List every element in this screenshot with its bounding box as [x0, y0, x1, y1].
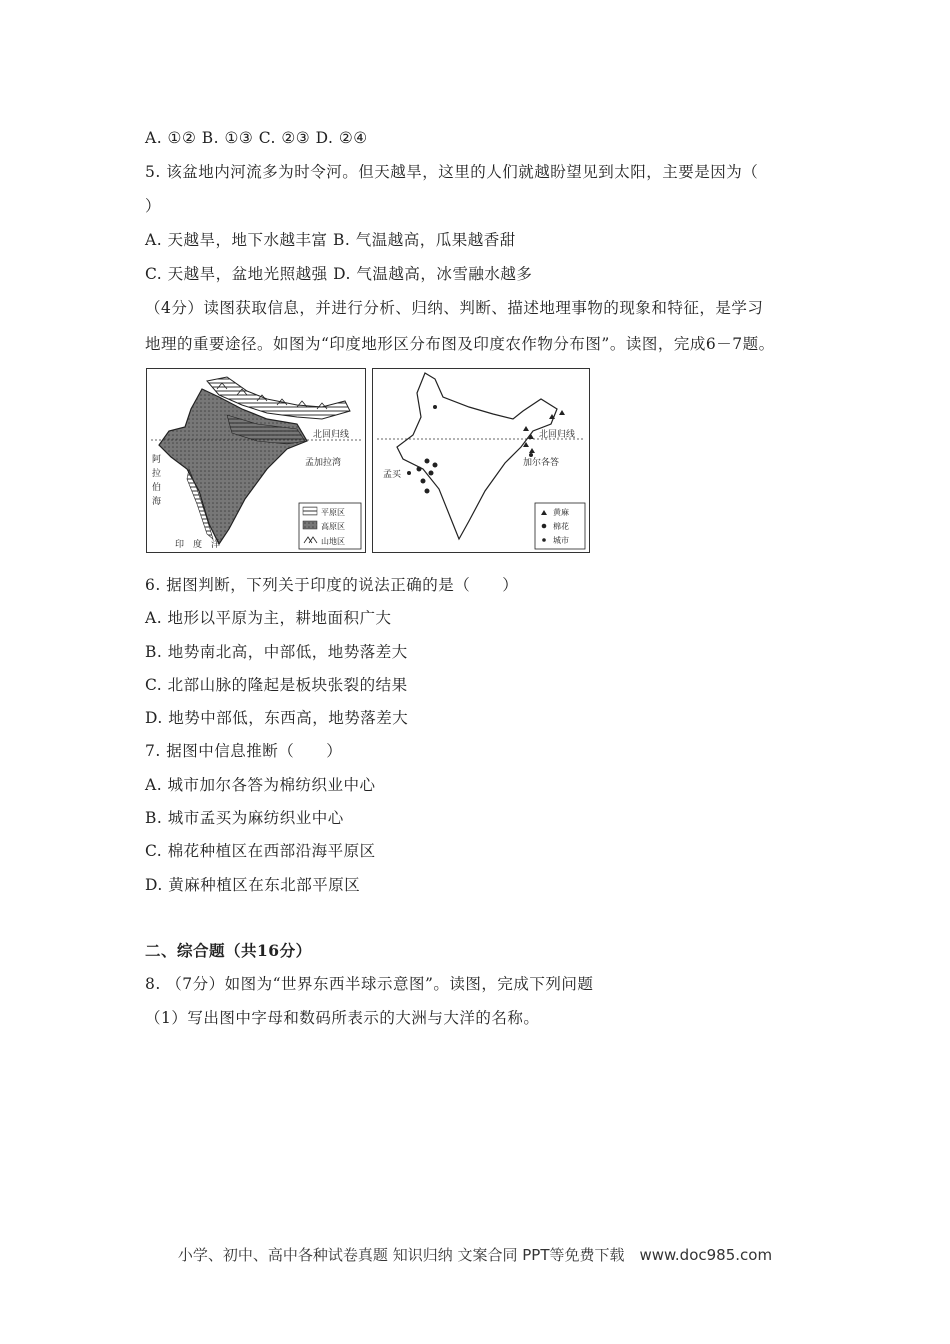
tropic-label: 北回归线 [313, 430, 350, 440]
svg-text:城市: 城市 [553, 536, 569, 545]
svg-text:山地区: 山地区 [321, 537, 345, 546]
q7-stem: 7. 据图中信息推断（ ） [145, 742, 343, 760]
q5-stem: 5. 该盆地内河流多为时令河。但天越旱，这里的人们就越盼望见到太阳，主要是因为（ [145, 163, 759, 181]
q7-option-d: D. 黄麻种植区在东北部平原区 [145, 876, 361, 894]
q6-option-c: C. 北部山脉的隆起是板块张裂的结果 [145, 676, 408, 694]
section-heading: 二、综合题（共16分） [145, 941, 312, 960]
city-dot-kolkata [529, 453, 533, 457]
india-landform-map [146, 368, 366, 553]
landform-legend [299, 503, 361, 549]
q8-stem: 8. （7分）如图为“世界东西半球示意图”。读图，完成下列问题 [145, 975, 594, 993]
city-dot-delhi [433, 405, 437, 409]
q6-option-a: A. 地形以平原为主，耕地面积广大 [145, 609, 392, 627]
q7-option-b: B. 城市孟买为麻纺织业中心 [145, 809, 344, 827]
india-crop-map [372, 368, 590, 553]
svg-text:棉花: 棉花 [553, 522, 569, 531]
svg-text:高原区: 高原区 [321, 522, 345, 531]
sea-label-2: 拉 [152, 469, 162, 479]
q7-option-a: A. 城市加尔各答为棉纺织业中心 [145, 776, 376, 794]
sea-label-3: 伯 [152, 483, 162, 493]
page-footer: 小学、初中、高中各种试卷真题 知识归纳 文案合同 PPT等免费下载 www.doc985.com [177, 1246, 773, 1264]
svg-text:黄麻: 黄麻 [553, 508, 569, 517]
intro-line-1: （4分）读图获取信息，并进行分析、归纳、判断、描述地理事物的现象和特征，是学习 [145, 299, 764, 317]
ocean-label: 印 度 洋 [175, 540, 221, 550]
mumbai-label: 孟买 [383, 470, 402, 480]
q8-subquestion-1: （1）写出图中字母和数码所表示的大洲与大洋的名称。 [145, 1009, 540, 1027]
q4-options: A. ①② B. ①③ C. ②③ D. ②④ [145, 129, 368, 147]
tropic-label: 北回归线 [539, 430, 576, 440]
q6-stem: 6. 据图判断，下列关于印度的说法正确的是（ ） [145, 576, 519, 594]
q5-options-cd: C. 天越旱，盆地光照越强 D. 气温越高，冰雪融水越多 [145, 265, 533, 283]
q5-options-ab: A. 天越旱，地下水越丰富 B. 气温越高，瓜果越香甜 [145, 231, 516, 249]
q6-option-d: D. 地势中部低，东西高，地势落差大 [145, 709, 409, 727]
sea-label-4: 海 [152, 497, 162, 507]
kolkata-label: 加尔各答 [523, 458, 560, 468]
sea-label-1: 阿 [152, 455, 162, 465]
q7-option-c: C. 棉花种植区在西部沿海平原区 [145, 842, 376, 860]
intro-line-2: 地理的重要途径。如图为“印度地形区分布图及印度农作物分布图”。读图，完成6－7题。 [145, 335, 775, 353]
crop-legend [535, 503, 585, 549]
bay-label: 孟加拉湾 [305, 458, 342, 468]
q5-stem-close: ） [145, 197, 162, 215]
svg-text:平原区: 平原区 [321, 508, 345, 517]
q6-option-b: B. 地势南北高，中部低，地势落差大 [145, 643, 408, 661]
city-dot-mumbai [407, 471, 411, 475]
